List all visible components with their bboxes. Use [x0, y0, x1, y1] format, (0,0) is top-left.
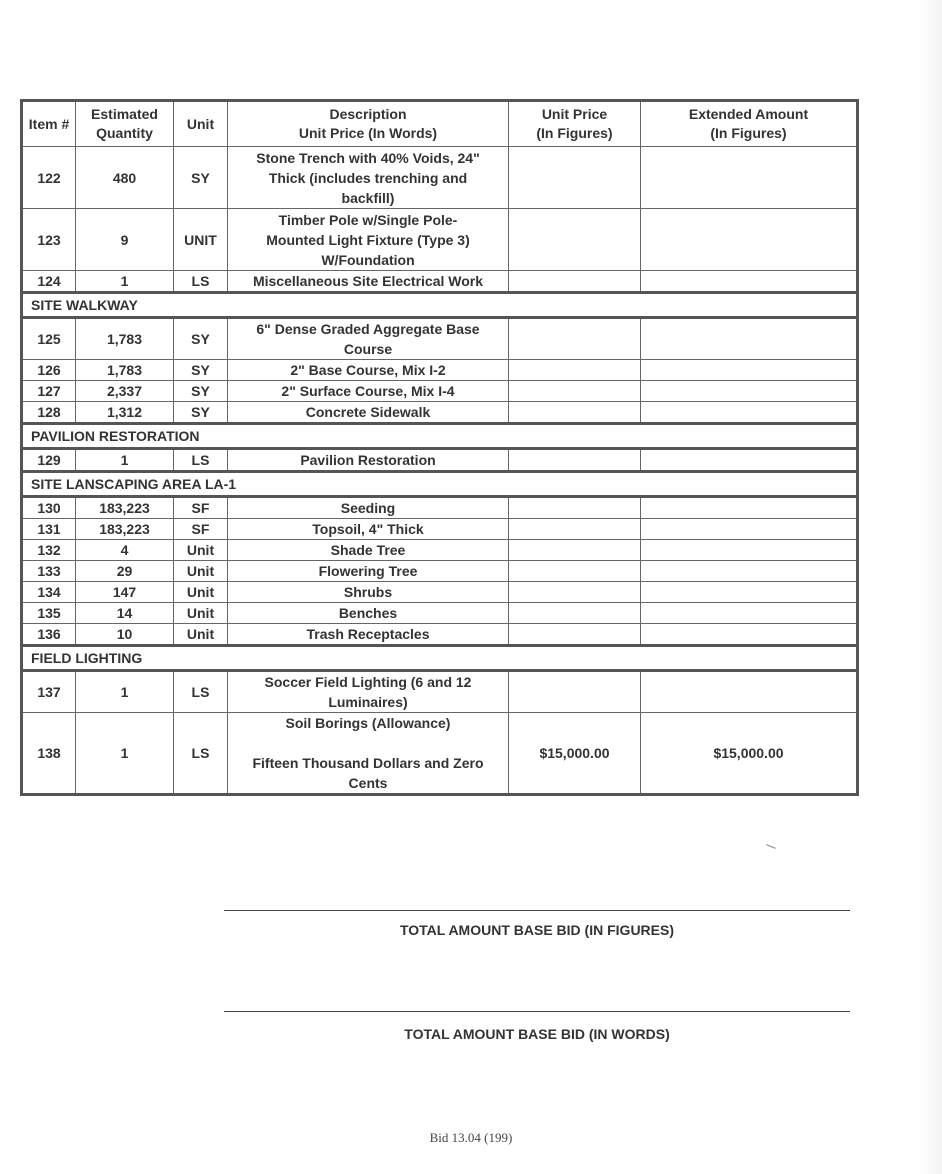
quantity: 4	[76, 540, 174, 561]
unit-price-field[interactable]	[509, 561, 641, 582]
item-number: 124	[22, 271, 76, 293]
section-title: SITE LANSCAPING AREA LA-1	[22, 472, 858, 497]
item-number: 130	[22, 497, 76, 519]
unit-price-field[interactable]	[509, 624, 641, 646]
unit-price-field[interactable]	[509, 271, 641, 293]
description: 2" Base Course, Mix I-2	[228, 360, 509, 381]
table-header-row	[22, 101, 858, 147]
extended-amount-field[interactable]	[641, 147, 858, 209]
extended-amount-field[interactable]	[641, 209, 858, 271]
extended-amount-field[interactable]	[641, 449, 858, 472]
table-row	[22, 624, 858, 646]
unit-price-field[interactable]	[509, 360, 641, 381]
table-row	[22, 209, 858, 271]
header-unit-price-line2: (In Figures)	[536, 125, 613, 141]
unit-price-field[interactable]	[509, 671, 641, 713]
unit-price-field[interactable]	[509, 603, 641, 624]
unit: UNIT	[174, 209, 228, 271]
page-footer: Bid 13.04 (199)	[429, 1130, 513, 1145]
extended-amount-field[interactable]	[641, 381, 858, 402]
extended-amount-field[interactable]	[641, 624, 858, 646]
extended-amount-field[interactable]	[641, 603, 858, 624]
total-words-label: TOTAL AMOUNT BASE BID (IN WORDS)	[404, 1026, 670, 1042]
extended-amount-field[interactable]	[641, 519, 858, 540]
unit-price-field[interactable]	[509, 318, 641, 360]
description	[228, 713, 509, 795]
header-description-line1: Description	[329, 106, 407, 122]
description: Benches	[228, 603, 509, 624]
description: 6" Dense Graded Aggregate Base Course	[228, 318, 509, 360]
description: Trash Receptacles	[228, 624, 509, 646]
table-row	[22, 497, 858, 519]
unit: LS	[174, 271, 228, 293]
header-extended-line1: Extended Amount	[688, 106, 809, 122]
quantity: 480	[76, 147, 174, 209]
unit: SF	[174, 519, 228, 540]
table-row	[22, 402, 858, 424]
header-unit-price-line1: Unit Price	[541, 106, 608, 122]
item-number: 136	[22, 624, 76, 646]
item-number: 135	[22, 603, 76, 624]
total-words-signature-line[interactable]	[224, 1011, 850, 1012]
header-extended-amount	[641, 101, 858, 147]
section-row-pavilion-restoration	[22, 424, 858, 449]
unit: SY	[174, 381, 228, 402]
unit: SY	[174, 318, 228, 360]
total-figures-label: TOTAL AMOUNT BASE BID (IN FIGURES)	[399, 922, 675, 938]
quantity: 1,783	[76, 318, 174, 360]
quantity: 2,337	[76, 381, 174, 402]
description: Pavilion Restoration	[228, 449, 509, 472]
unit: Unit	[174, 624, 228, 646]
item-number: 126	[22, 360, 76, 381]
table-row	[22, 147, 858, 209]
table-row	[22, 603, 858, 624]
unit-price-field[interactable]	[509, 402, 641, 424]
extended-amount-field[interactable]	[641, 540, 858, 561]
quantity: 1,783	[76, 360, 174, 381]
extended-amount-field[interactable]: $15,000.00	[641, 713, 858, 795]
unit-price-field[interactable]	[509, 147, 641, 209]
item-number: 125	[22, 318, 76, 360]
unit: SF	[174, 497, 228, 519]
quantity: 147	[76, 582, 174, 603]
unit: SY	[174, 147, 228, 209]
description: Topsoil, 4" Thick	[228, 519, 509, 540]
header-quantity: Estimated Quantity	[76, 101, 174, 147]
table-row	[22, 540, 858, 561]
item-number: 133	[22, 561, 76, 582]
table-row	[22, 582, 858, 603]
description: 2" Surface Course, Mix I-4	[228, 381, 509, 402]
item-number: 138	[22, 713, 76, 795]
item-number: 131	[22, 519, 76, 540]
item-number: 134	[22, 582, 76, 603]
header-description-line2: Unit Price (In Words)	[298, 125, 438, 141]
extended-amount-field[interactable]	[641, 360, 858, 381]
quantity: 183,223	[76, 497, 174, 519]
table-row	[22, 271, 858, 293]
quantity: 14	[76, 603, 174, 624]
unit-price-field[interactable]: $15,000.00	[509, 713, 641, 795]
unit: SY	[174, 402, 228, 424]
quantity: 1	[76, 671, 174, 713]
stray-pen-mark	[766, 844, 776, 849]
description: Miscellaneous Site Electrical Work	[228, 271, 509, 293]
quantity: 9	[76, 209, 174, 271]
unit-price-field[interactable]	[509, 582, 641, 603]
extended-amount-field[interactable]	[641, 271, 858, 293]
unit-price-field[interactable]	[509, 449, 641, 472]
table-row	[22, 360, 858, 381]
header-unit: Unit	[174, 101, 228, 147]
description: Concrete Sidewalk	[228, 402, 509, 424]
quantity: 183,223	[76, 519, 174, 540]
item-number: 128	[22, 402, 76, 424]
quantity: 29	[76, 561, 174, 582]
description: Soccer Field Lighting (6 and 12 Luminaires)	[228, 671, 509, 713]
bid-items-table	[20, 99, 859, 796]
unit-price-field[interactable]	[509, 209, 641, 271]
section-row-field-lighting	[22, 646, 858, 671]
extended-amount-field[interactable]	[641, 582, 858, 603]
header-description	[228, 101, 509, 147]
table-row	[22, 713, 858, 795]
item-number: 129	[22, 449, 76, 472]
extended-amount-field[interactable]	[641, 671, 858, 713]
table-row	[22, 519, 858, 540]
unit-price-field[interactable]	[509, 540, 641, 561]
description: Seeding	[228, 497, 509, 519]
item-number: 122	[22, 147, 76, 209]
header-unit-price	[509, 101, 641, 147]
table-row	[22, 449, 858, 472]
extended-amount-field[interactable]	[641, 497, 858, 519]
quantity: 1	[76, 449, 174, 472]
extended-amount-field[interactable]	[641, 561, 858, 582]
description: Flowering Tree	[228, 561, 509, 582]
item-number: 132	[22, 540, 76, 561]
table-row	[22, 318, 858, 360]
section-title: PAVILION RESTORATION	[22, 424, 858, 449]
item-number: 123	[22, 209, 76, 271]
header-item: Item #	[22, 101, 76, 147]
table-row	[22, 381, 858, 402]
table-row	[22, 671, 858, 713]
quantity: 1	[76, 271, 174, 293]
unit-price-field[interactable]	[509, 519, 641, 540]
description: Shade Tree	[228, 540, 509, 561]
unit: LS	[174, 671, 228, 713]
description: Shrubs	[228, 582, 509, 603]
section-title: FIELD LIGHTING	[22, 646, 858, 671]
unit: Unit	[174, 603, 228, 624]
section-row-site-walkway	[22, 293, 858, 318]
description-price-in-words: Fifteen Thousand Dollars and Zero Cents	[252, 755, 484, 791]
unit-price-field[interactable]	[509, 381, 641, 402]
scan-edge-shadow	[918, 0, 942, 1174]
unit: Unit	[174, 582, 228, 603]
unit: LS	[174, 449, 228, 472]
section-title: SITE WALKWAY	[22, 293, 858, 318]
unit: Unit	[174, 540, 228, 561]
extended-amount-field[interactable]	[641, 402, 858, 424]
quantity: 1,312	[76, 402, 174, 424]
total-figures-signature-line[interactable]	[224, 910, 850, 911]
quantity: 1	[76, 713, 174, 795]
unit: SY	[174, 360, 228, 381]
section-row-site-landscaping	[22, 472, 858, 497]
header-extended-line2: (In Figures)	[710, 125, 787, 141]
description: Stone Trench with 40% Voids, 24" Thick (includes trenching and backfill)	[228, 147, 509, 209]
item-number: 137	[22, 671, 76, 713]
unit: Unit	[174, 561, 228, 582]
unit-price-field[interactable]	[509, 497, 641, 519]
description: Timber Pole w/Single Pole-Mounted Light Fixture (Type 3) W/Foundation	[228, 209, 509, 271]
extended-amount-field[interactable]	[641, 318, 858, 360]
quantity: 10	[76, 624, 174, 646]
table-row	[22, 561, 858, 582]
item-number: 127	[22, 381, 76, 402]
description-title: Soil Borings (Allowance)	[285, 715, 451, 731]
unit: LS	[174, 713, 228, 795]
